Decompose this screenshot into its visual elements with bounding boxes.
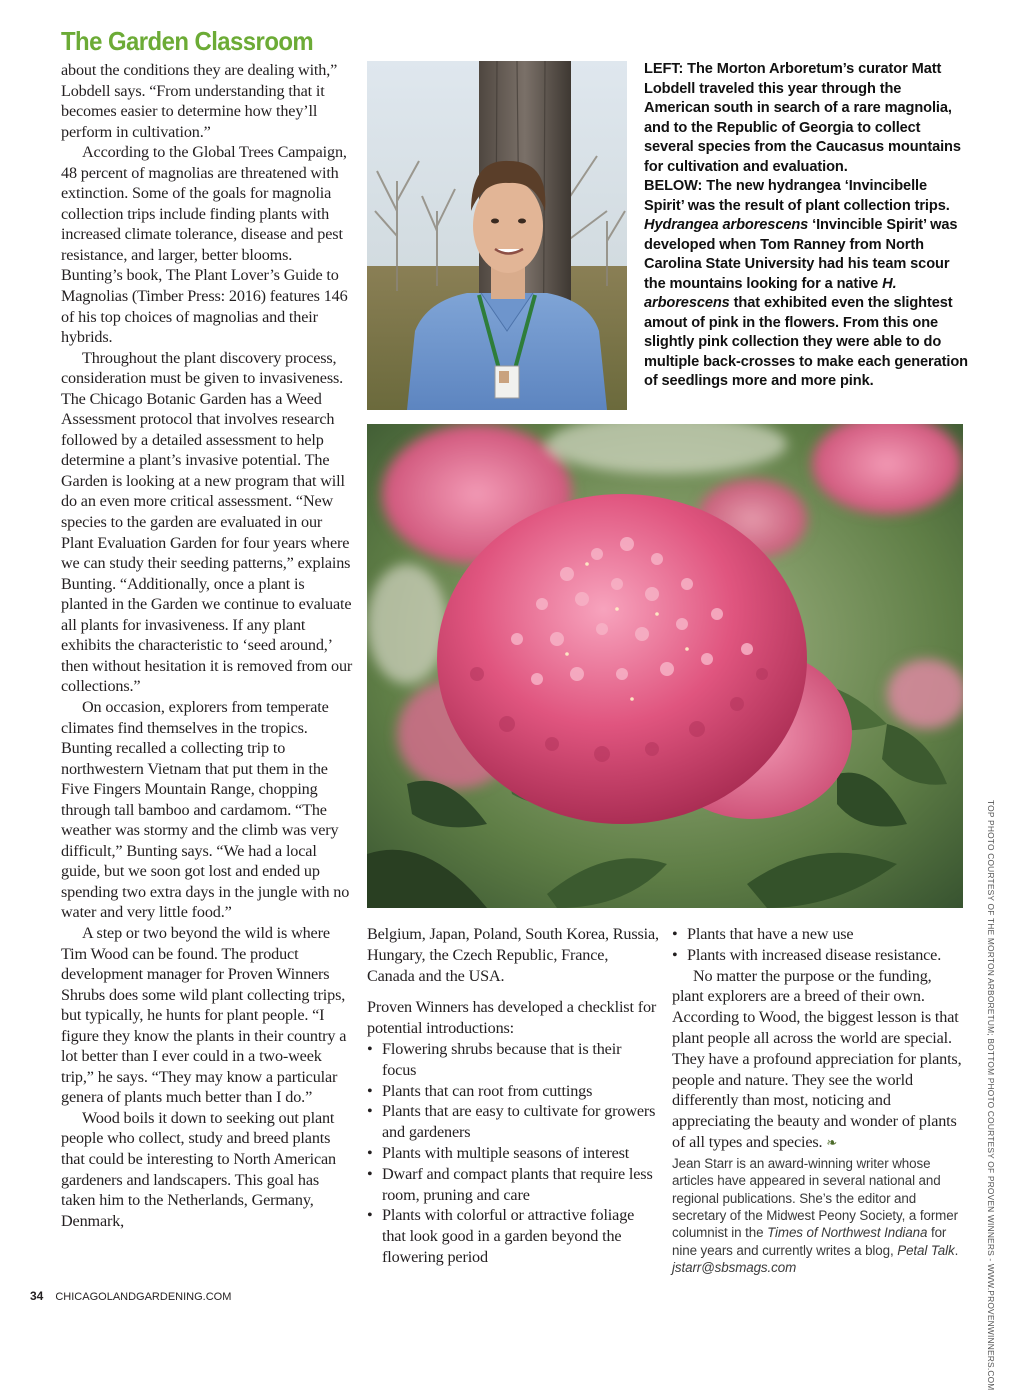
section-title: The Garden Classroom [61,26,314,56]
paragraph: Proven Winners has developed a checklist for potential introductions: [367,998,657,1038]
article-column-1 [61,60,353,1231]
author-email-link[interactable]: jstarr@sbsmags.com [672,1260,797,1276]
footer-site: CHICAGOLANDGARDENING.COM [55,1291,232,1303]
paragraph: A step or two beyond the wild is where Tim Wood can be found. The product development manager for Proven Winners Shrubs does some wild plant collecting trips, but typically, he hunts for plant people. “I figure they know the plants in their country a lot better than I ever could in a two-week trip,” he says. “They may know a particular genera of plants much better than I do.” [61,923,347,1107]
article-column-2 [367,924,659,1268]
paragraph: According to the Global Trees Campaign, 48 percent of magnolias are threatened with extinction. Some of the goals for magnolia collection trips include finding plants with increased climate tolerance, disease and pest resistance, and larger, better blooms. Bunting’s book, The Plant Lover’s Guide to Magnolias (Timber Press: 2016) features 146 of his top choices of magnolias and their hybrids. [61,143,348,347]
list-item: • Plants that have a new use [672,924,964,945]
list-item: • Plants that are easy to cultivate for growers and gardeners [367,1101,659,1143]
list-item: • Plants with multiple seasons of interest [367,1143,659,1164]
hydrangea-photo [367,424,963,908]
paragraph: about the conditions they are dealing with,” Lobdell says. “From understanding that it becomes easier to determine how they’ll perform in cultivation.” [61,61,338,141]
list-item: • Plants with colorful or attractive foliage that look good in a garden beyond the flowering period [367,1205,659,1267]
list-item: • Flowering shrubs because that is their focus [367,1039,659,1081]
photo-credit-text: TOP PHOTO COURTESY OF THE MORTON ARBORETUM; BOTTOM PHOTO COURTESY OF PROVEN WINNERS - WWW.PROVENWINNERS.COM [986,800,996,1391]
paragraph: Throughout the plant discovery process, consideration must be given to invasiveness. The Chicago Botanic Garden has a Weed Assessment protocol that involves research followed by a detailed assessment to help determine a plant’s invasive potential. The Garden is looking at a new program that will do an even more critical assessment. “New species to the garden are evaluated in our Plant Evaluation Garden for four years where we can study their seeding patterns,” explains Bunting. “Additionally, once a plant is planted in the Garden we continue to evaluate all plants for invasiveness. If any plant exhibits the characteristic to ‘seed around,’ then without hesitation it is removed from our collections.” [61,348,353,696]
caption-left: LEFT: The Morton Arboretum’s curator Matt Lobdell traveled this year through the American south in search of a rare magnolia, and to the Republic of Georgia to collect several species from the Caucasus mountains for cultivation and evaluation. [644,61,961,175]
list-item: • Plants that can root from cuttings [367,1081,659,1102]
photo-caption [644,60,968,392]
checklist [367,1039,659,1268]
paragraph: On occasion, explorers from temperate climates find themselves in the tropics. Bunting recalled a collecting trip to northwestern Vietnam that put them in the Five Fingers Mountain Range, chopping through tall bamboo and cardamom. “The weather was stormy and the climb was very difficult,” Bunting says. “We had a local guide, but we soon got lost and ended up spending two extra days in the jungle with no water and very little food.” [61,697,350,922]
closing-paragraph: No matter the purpose or the funding, plant explorers are a breed of their own. According to Wood, the biggest lesson is that plant people all across the world are special. They have a profound appreciation for plants, people and nature. They see the world differently than most, noticing and appreciating the beauty and wonder of plants of all types and species. ❧ [672,966,962,1151]
curator-portrait-photo [367,61,627,410]
checklist-continued [672,924,964,966]
page-footer [30,1289,231,1303]
author-bio: Jean Starr is an award-winning writer whose articles have appeared in several national and regional publications. She’s the editor and secretary of the Midwest Peony Society, a former columnist in the Times of Northwest Indiana for nine years and currently writes a blog, Petal Talk. jstarr@sbsmags.com [672,1155,959,1276]
list-item: • Plants with increased disease resistance. [672,945,964,966]
photo-credit [984,800,998,1391]
list-item: • Dwarf and compact plants that require less room, pruning and care [367,1164,659,1206]
page-number: 34 [30,1289,44,1303]
article-column-3 [672,924,964,1277]
paragraph: Wood boils it down to seeking out plant people who collect, study and breed plants that could be interesting to North American gardeners and landscapers. This goal has taken him to the Netherlands, Germany, Denmark, [61,1108,336,1230]
paragraph: Belgium, Japan, Poland, South Korea, Russia, Hungary, the Czech Republic, France, Canada and the USA. [367,925,659,985]
end-mark-icon: ❧ [826,1135,838,1151]
caption-below: BELOW: The new hydrangea ‘Invincibelle Spirit’ was the result of plant collection trips. Hydrangea arborescens ‘Invincible Spirit’ was developed when Tom Ranney from North Carolina State University had his team scour the mountains looking for a native H. arborescens that exhibited even the slightest amout of pink in the flowers. From this one slightly pink collection they were able to do multiple back-crosses to make each generation of seedlings more and more pink. [644,178,968,389]
